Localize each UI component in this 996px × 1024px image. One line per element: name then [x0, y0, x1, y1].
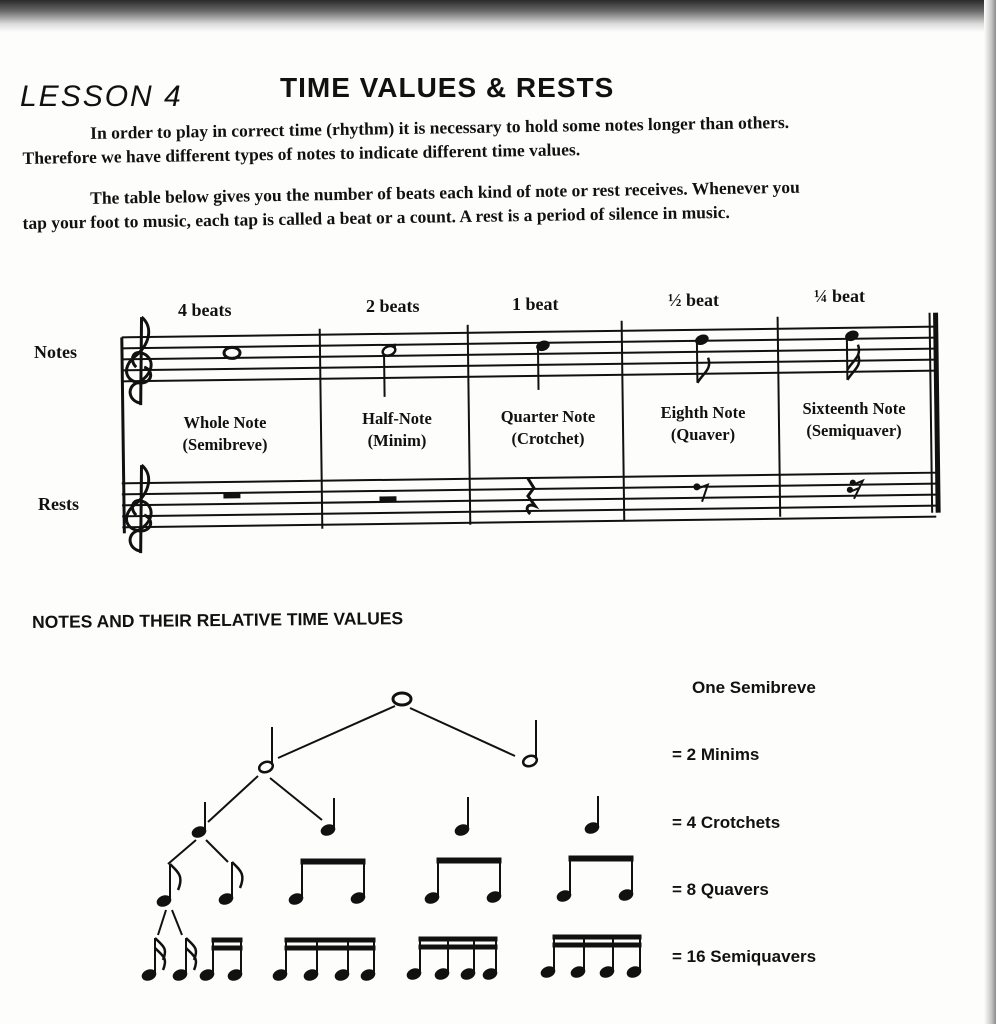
- beat-label-quarter: 1 beat: [512, 294, 559, 314]
- rests-row-label: Rests: [38, 494, 79, 514]
- note-name-eighth-main: Eighth Note: [660, 403, 746, 422]
- quaver-pair-icon: [288, 859, 367, 906]
- crotchet-icon: [191, 802, 208, 839]
- semiquaver-pair-icon: [199, 938, 244, 982]
- semiquaver-group-icon: [272, 938, 377, 982]
- note-name-quarter-alt: (Crotchet): [511, 429, 585, 448]
- intro-p1-line1: In order to play in correct time (rhythm) it is necessary to hold some notes longer than others.: [90, 111, 790, 143]
- minim-icon: [522, 720, 539, 768]
- quaver-icon: [156, 864, 181, 908]
- eighth-note-icon: [694, 333, 710, 383]
- note-name-half-main: Half-Note: [362, 409, 432, 428]
- relative-label-semibreve: One Semibreve: [692, 678, 816, 697]
- quaver-pair-icon: [556, 856, 635, 903]
- minim-icon: [258, 727, 275, 774]
- half-rest-icon: [380, 497, 396, 502]
- eighth-rest-icon: [694, 484, 708, 502]
- half-note-icon: [381, 344, 397, 397]
- crotchet-icon: [454, 797, 471, 837]
- beat-label-whole: 4 beats: [178, 300, 232, 320]
- relative-values-tree: [141, 693, 643, 982]
- treble-clef-icon: [126, 317, 152, 405]
- whole-note-icon: [224, 347, 240, 358]
- intro-p2-line2: tap your foot to music, each tap is called a beat or a count. A rest is a period of silence in music.: [22, 201, 730, 233]
- semibreve-icon: [393, 693, 411, 705]
- note-name-whole-main: Whole Note: [183, 413, 267, 432]
- rests-staff: [122, 455, 937, 554]
- quaver-pair-icon: [424, 858, 503, 905]
- page-title: TIME VALUES & RESTS: [280, 72, 615, 103]
- note-name-quarter-main: Quarter Note: [500, 407, 596, 426]
- lesson-number: LESSON 4: [20, 80, 183, 113]
- note-name-eighth-alt: (Quaver): [670, 425, 736, 444]
- treble-clef-icon: [126, 465, 152, 553]
- beat-label-half: 2 beats: [366, 296, 420, 316]
- crotchet-icon: [584, 796, 601, 835]
- semiquaver-icon: [172, 938, 196, 982]
- relative-label-quavers: = 8 Quavers: [672, 880, 769, 899]
- semiquaver-icon: [141, 938, 165, 982]
- quaver-icon: [218, 862, 243, 906]
- notes-row-label: Notes: [34, 342, 77, 362]
- semiquaver-group-icon: [406, 937, 499, 981]
- note-name-whole-alt: (Semibreve): [182, 435, 268, 454]
- note-name-half-alt: (Minim): [367, 431, 427, 450]
- intro-p2-line1: The table below gives you the number of beats each kind of note or rest receives. Whenever you: [90, 176, 800, 208]
- beat-label-eighth: ½ beat: [668, 290, 719, 310]
- crotchet-icon: [320, 798, 337, 837]
- relative-label-crotchets: = 4 Crotchets: [672, 813, 781, 832]
- relative-label-semiquavers: = 16 Semiquavers: [672, 947, 817, 966]
- whole-rest-icon: [224, 493, 240, 498]
- semiquaver-group-icon: [540, 935, 643, 979]
- relative-label-minims: = 2 Minims: [672, 745, 760, 764]
- quarter-rest-icon: [527, 478, 535, 514]
- note-name-sixteenth-alt: (Semiquaver): [806, 421, 902, 440]
- note-name-sixteenth-main: Sixteenth Note: [802, 399, 906, 418]
- beat-label-sixteenth: ¼ beat: [814, 286, 865, 306]
- intro-p1-line2: Therefore we have different types of notes to indicate different time values.: [22, 139, 581, 168]
- relative-values-heading: NOTES AND THEIR RELATIVE TIME VALUES: [32, 608, 404, 632]
